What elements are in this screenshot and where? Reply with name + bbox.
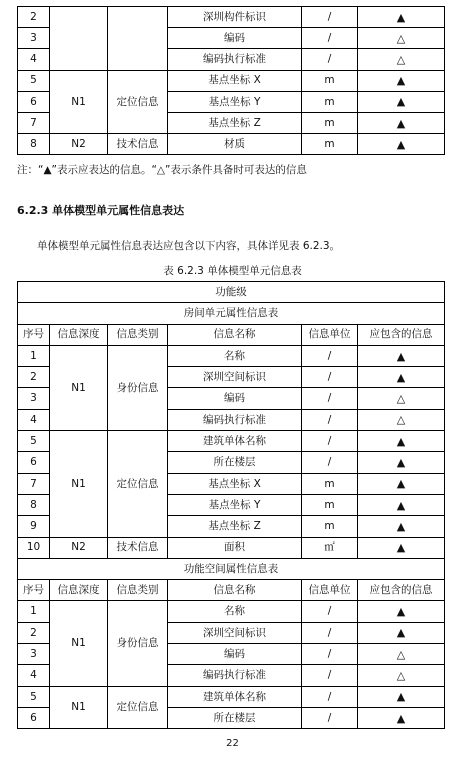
info-category-cell: 定位信息 [108,431,168,537]
required-symbol: ▲ [358,70,445,91]
section-title-row [18,558,445,579]
row-number: 3 [18,388,50,409]
required-symbol: ▲ [358,7,445,28]
table-row [18,345,445,366]
info-name: 基点坐标 Z [168,112,302,133]
info-name: 基点坐标 X [168,473,302,494]
row-number: 6 [18,452,50,473]
info-name: 编码 [168,28,302,49]
row-number: 10 [18,537,50,558]
section-title-row [18,303,445,324]
info-unit: / [302,665,358,686]
level-title-row [18,282,445,303]
header-row [18,324,445,345]
info-name: 编码执行标准 [168,665,302,686]
header-category: 信息类别 [108,580,168,601]
row-number: 2 [18,622,50,643]
row-number: 1 [18,345,50,366]
header-required: 应包含的信息 [358,324,445,345]
info-unit: / [302,644,358,665]
info-category-cell: 身份信息 [108,601,168,686]
info-depth-cell: N1 [50,686,108,729]
info-name: 深圳空间标识 [168,367,302,388]
row-number: 6 [18,707,50,728]
room-section-title: 房间单元属性信息表 [18,303,445,324]
info-name: 编码 [168,388,302,409]
info-name: 基点坐标 Y [168,494,302,515]
info-name: 编码执行标准 [168,409,302,430]
required-symbol: △ [358,409,445,430]
header-no: 序号 [18,580,50,601]
info-unit: m [302,473,358,494]
row-number: 9 [18,516,50,537]
required-symbol: △ [358,49,445,70]
row-number: 5 [18,70,50,91]
info-name: 名称 [168,345,302,366]
table-row [18,70,445,91]
info-category-cell [108,7,168,71]
info-depth-cell: N2 [50,134,108,155]
info-name: 基点坐标 Z [168,516,302,537]
table-caption: 表 6.2.3 单体模型单元信息表 [163,265,302,277]
row-number: 2 [18,7,50,28]
header-unit: 信息单位 [302,324,358,345]
info-unit: m [302,112,358,133]
row-number: 4 [18,665,50,686]
required-symbol: △ [358,644,445,665]
row-number: 8 [18,494,50,515]
info-unit: ㎡ [302,537,358,558]
info-unit: / [302,28,358,49]
header-row [18,580,445,601]
required-symbol: ▲ [358,452,445,473]
intro-paragraph: 单体模型单元属性信息表达应包含以下内容，具体详见表 6.2.3。 [37,240,341,252]
info-name: 面积 [168,537,302,558]
info-name: 所在楼层 [168,707,302,728]
row-number: 1 [18,601,50,622]
header-category: 信息类别 [108,324,168,345]
info-depth-cell: N1 [50,601,108,686]
info-unit: m [302,134,358,155]
info-name: 建筑单体名称 [168,686,302,707]
func-section-title: 功能空间属性信息表 [18,558,445,579]
header-depth: 信息深度 [50,324,108,345]
header-unit: 信息单位 [302,580,358,601]
row-number: 4 [18,409,50,430]
required-symbol: ▲ [358,112,445,133]
info-name: 编码执行标准 [168,49,302,70]
info-name: 所在楼层 [168,452,302,473]
info-unit: / [302,409,358,430]
page-number: 22 [226,738,239,749]
info-category-cell: 身份信息 [108,345,168,430]
row-number: 4 [18,49,50,70]
table-note: 注：“▲”表示应表达的信息。“△”表示条件具备时可表达的信息 [17,164,307,176]
required-symbol: ▲ [358,473,445,494]
info-unit: / [302,345,358,366]
info-category-cell: 定位信息 [108,686,168,729]
info-depth-cell: N1 [50,431,108,537]
info-name: 深圳构件标识 [168,7,302,28]
table-row [18,7,445,28]
info-unit: / [302,452,358,473]
info-name: 基点坐标 Y [168,91,302,112]
info-unit: / [302,601,358,622]
required-symbol: ▲ [358,431,445,452]
required-symbol: ▲ [358,622,445,643]
info-unit: / [302,367,358,388]
info-depth-cell: N1 [50,345,108,430]
required-symbol: ▲ [358,707,445,728]
required-symbol: ▲ [358,345,445,366]
section-heading: 6.2.3 单体模型单元属性信息表达 [17,204,185,217]
row-number: 3 [18,28,50,49]
info-unit: / [302,388,358,409]
required-symbol: ▲ [358,134,445,155]
header-no: 序号 [18,324,50,345]
required-symbol: ▲ [358,601,445,622]
row-number: 2 [18,367,50,388]
required-symbol: △ [358,665,445,686]
info-unit: / [302,431,358,452]
info-depth-cell: N1 [50,70,108,134]
row-number: 5 [18,431,50,452]
required-symbol: ▲ [358,516,445,537]
required-symbol: ▲ [358,367,445,388]
info-name: 建筑单体名称 [168,431,302,452]
info-unit: / [302,707,358,728]
unit-info-table [17,281,445,729]
info-category-cell: 技术信息 [108,537,168,558]
header-required: 应包含的信息 [358,580,445,601]
row-number: 3 [18,644,50,665]
row-number: 6 [18,91,50,112]
table-row [18,134,445,155]
required-symbol: ▲ [358,494,445,515]
row-number: 8 [18,134,50,155]
required-symbol: △ [358,28,445,49]
row-number: 7 [18,112,50,133]
info-category-cell: 技术信息 [108,134,168,155]
required-symbol: △ [358,388,445,409]
info-name: 基点坐标 X [168,70,302,91]
info-unit: m [302,91,358,112]
header-name: 信息名称 [168,324,302,345]
continued-info-table [17,6,445,155]
required-symbol: ▲ [358,686,445,707]
header-name: 信息名称 [168,580,302,601]
required-symbol: ▲ [358,91,445,112]
row-number: 7 [18,473,50,494]
info-depth-cell [50,7,108,71]
info-name: 名称 [168,601,302,622]
info-category-cell: 定位信息 [108,70,168,134]
info-unit: / [302,7,358,28]
info-name: 编码 [168,644,302,665]
info-unit: m [302,516,358,537]
info-name: 材质 [168,134,302,155]
row-number: 5 [18,686,50,707]
info-unit: m [302,494,358,515]
header-depth: 信息深度 [50,580,108,601]
level-title: 功能级 [18,282,445,303]
info-unit: / [302,686,358,707]
required-symbol: ▲ [358,537,445,558]
info-unit: / [302,622,358,643]
table-row [18,431,445,452]
info-unit: m [302,70,358,91]
info-name: 深圳空间标识 [168,622,302,643]
info-unit: / [302,49,358,70]
table-row [18,601,445,622]
table-row [18,537,445,558]
table-row [18,686,445,707]
info-depth-cell: N2 [50,537,108,558]
